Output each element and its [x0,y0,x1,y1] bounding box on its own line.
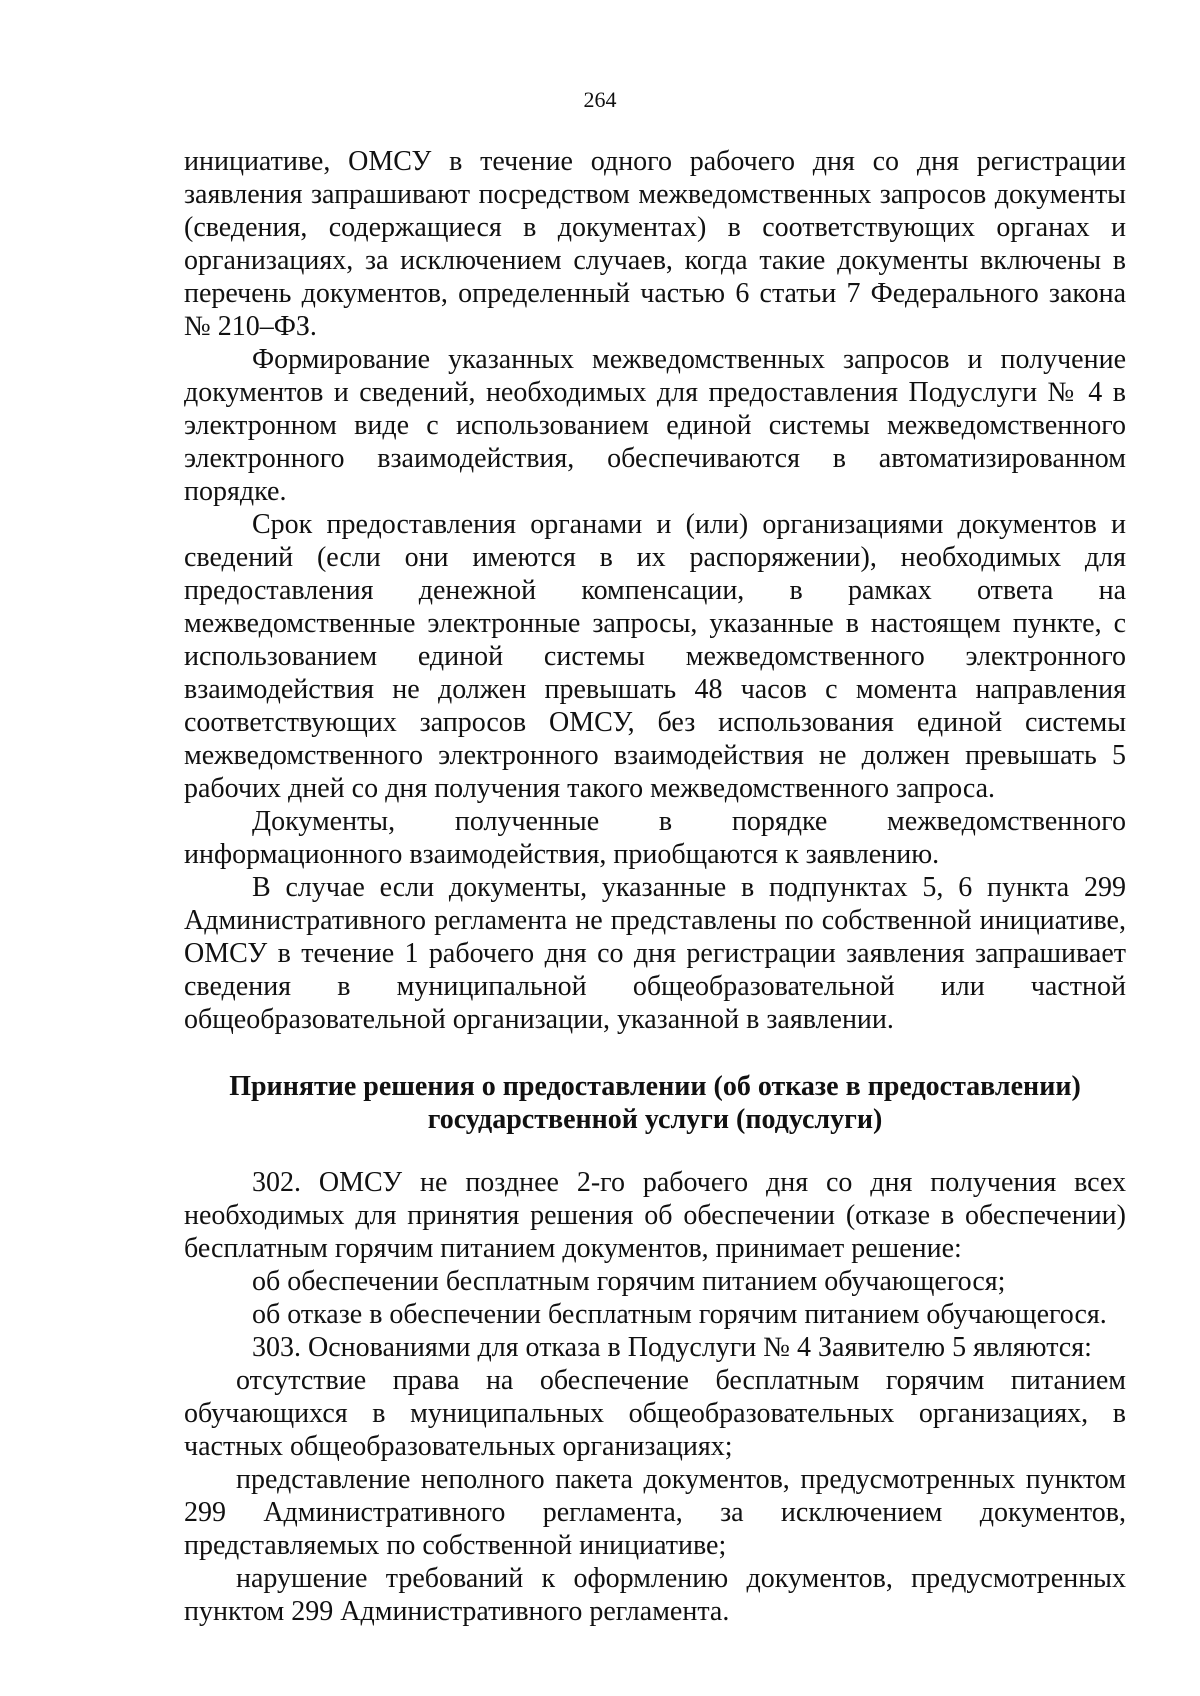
list-item: об обеспечении бесплатным горячим питанием обучающегося; [252,1266,1006,1297]
paragraph: Срок предоставления органами и (или) организациями документов и сведений (если они имеются в их распоряжении), необходимых для предоставления денежной компенсации, в рамках ответа на межведомственные электронные запросы, указанные в настоящем пункте, с использованием единой системы межведомственного электронного взаимодействия не должен превышать 48 часов с момента направления соответствующих запросов ОМСУ, без использования единой системы межведомственного электронного взаимодействия не должен превышать 5 рабочих дней со дня получения такого межведомственного запроса. [184,509,1126,804]
section-heading-line: Принятие решения о предоставлении (об отказе в предоставлении) [229,1071,1081,1102]
paragraph: Формирование указанных межведомственных запросов и получение документов и сведений, необходимых для предоставления Подуслуги № 4 в электронном виде с использованием единой системы межведомственного электронного взаимодействия, обеспечиваются в автоматизированном порядке. [184,344,1126,507]
section-heading-line: государственной услуги (подуслуги) [427,1104,883,1135]
section-heading [184,1070,1126,1136]
list-item: об отказе в обеспечении бесплатным горячим питанием обучающегося. [252,1299,1107,1330]
list-item: представление неполного пакета документов, предусмотренных пунктом 299 Административного регламента, за исключением документов, представляемых по собственной инициативе; [184,1464,1126,1561]
paragraph-302: 302. ОМСУ не позднее 2-го рабочего дня со дня получения всех необходимых для принятия решения об обеспечении (отказе в обеспечении) бесплатным горячим питанием документов, принимает решение: [184,1167,1126,1264]
paragraph-303: 303. Основаниями для отказа в Подуслуги № 4 Заявителю 5 являются: [252,1332,1092,1363]
paragraph-continuation: инициативе, ОМСУ в течение одного рабочего дня со дня регистрации заявления запрашивают посредством межведомственных запросов документы (сведения, содержащиеся в документах) в соответствующих органах и организациях, за исключением случаев, когда такие документы включены в перечень документов, определенный частью 6 статьи 7 Федерального закона № 210–ФЗ. [184,146,1126,342]
paragraph: В случае если документы, указанные в подпунктах 5, 6 пункта 299 Административного регламента не представлены по собственной инициативе, ОМСУ в течение 1 рабочего дня со дня регистрации заявления запрашивает сведения в муниципальной общеобразовательной или частной общеобразовательной организации, указанной в заявлении. [184,872,1126,1035]
list-item: отсутствие права на обеспечение бесплатным горячим питанием обучающихся в муниципальных общеобразовательных организациях, в частных общеобразовательных организациях; [184,1365,1126,1462]
paragraph: Документы, полученные в порядке межведомственного информационного взаимодействия, приобщаются к заявлению. [184,806,1126,870]
document-body [184,145,1126,1628]
list-item: нарушение требований к оформлению документов, предусмотренных пунктом 299 Административного регламента. [184,1563,1126,1627]
page-number: 264 [583,87,617,112]
